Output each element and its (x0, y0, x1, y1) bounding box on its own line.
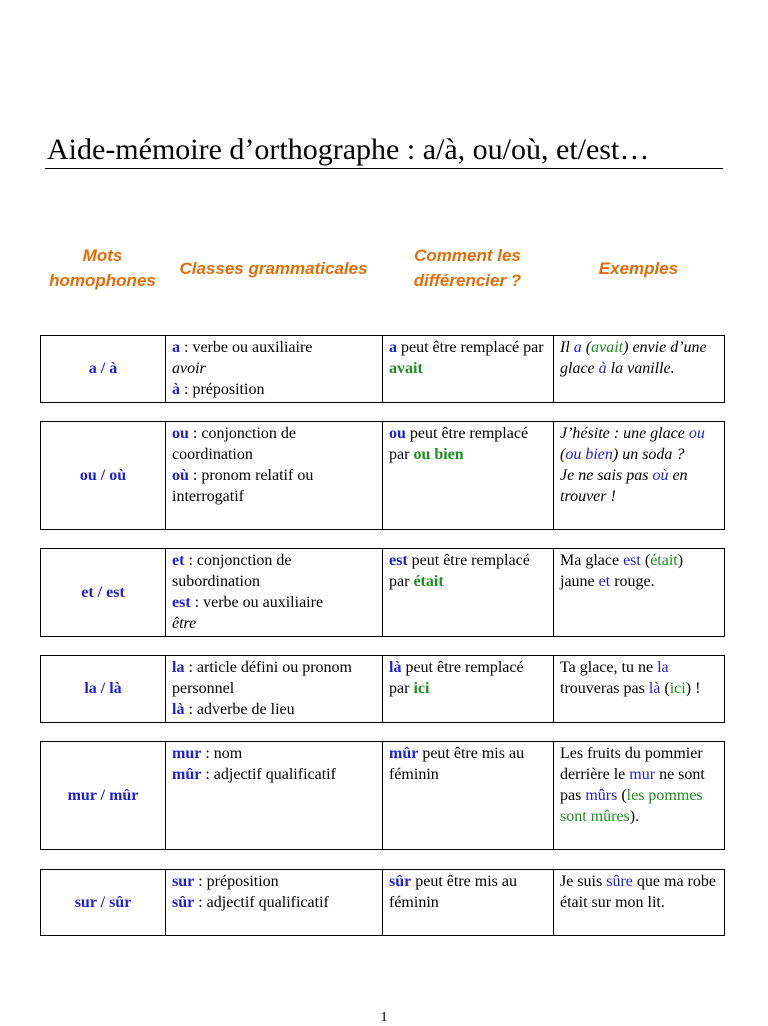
homophone-cell: et / est (41, 549, 166, 637)
homophone-cell: sur / sûr (41, 870, 166, 936)
header-homophones: Mots homophones (49, 246, 156, 290)
table-row-a (40, 335, 725, 403)
classes-cell: a : verbe ou auxiliaire avoir à : préposition (166, 336, 383, 403)
homophone-cell: mur / mûr (41, 742, 166, 850)
homophone-cell: a / à (41, 336, 166, 403)
example-cell: Les fruits du pommier derrière le mur ne sont pas mûrs (les pommes sont mûres). (554, 742, 725, 850)
example-cell: J’hésite : une glace ou (ou bien) un soda ? Je ne sais pas où en trouver ! (554, 422, 725, 530)
classes-cell: et : conjonction de subordination est : verbe ou auxiliaire être (166, 549, 383, 637)
classes-cell: ou : conjonction de coordination où : pronom relatif ou interrogatif (166, 422, 383, 530)
table-row-mur (40, 741, 725, 850)
table-row-et (40, 548, 725, 637)
differencier-cell: là peut être remplacé par ici (383, 656, 554, 723)
differencier-cell: ou peut être remplacé par ou bien (383, 422, 554, 530)
classes-cell: mur : nom mûr : adjectif qualificatif (166, 742, 383, 850)
differencier-cell: a peut être remplacé par avait (383, 336, 554, 403)
table-row-sur (40, 869, 725, 936)
example-cell: Ma glace est (était) jaune et rouge. (554, 549, 725, 637)
title-underline (45, 168, 723, 169)
classes-cell: sur : préposition sûr : adjectif qualificatif (166, 870, 383, 936)
page-title: Aide-mémoire d’orthographe : a/à, ou/où, et/est… (47, 133, 650, 166)
header-classes: Classes grammaticales (179, 258, 368, 278)
homophone-cell: la / là (41, 656, 166, 723)
header-differencier: Comment les différencier ? (413, 246, 522, 290)
header-exemples: Exemples (598, 258, 679, 278)
differencier-cell: sûr peut être mis au féminin (383, 870, 554, 936)
example-cell: Ta glace, tu ne la trouveras pas là (ici) ! (554, 656, 725, 723)
differencier-cell: est peut être remplacé par était (383, 549, 554, 637)
classes-cell: la : article défini ou pronom personnel là : adverbe de lieu (166, 656, 383, 723)
table-row-ou (40, 421, 725, 530)
page-number: 1 (380, 1010, 388, 1025)
example-cell: Il a (avait) envie d’une glace à la vanille. (554, 336, 725, 403)
example-cell: Je suis sûre que ma robe était sur mon lit. (554, 870, 725, 936)
homophone-cell: ou / où (41, 422, 166, 530)
differencier-cell: mûr peut être mis au féminin (383, 742, 554, 850)
table-row-la (40, 655, 725, 723)
